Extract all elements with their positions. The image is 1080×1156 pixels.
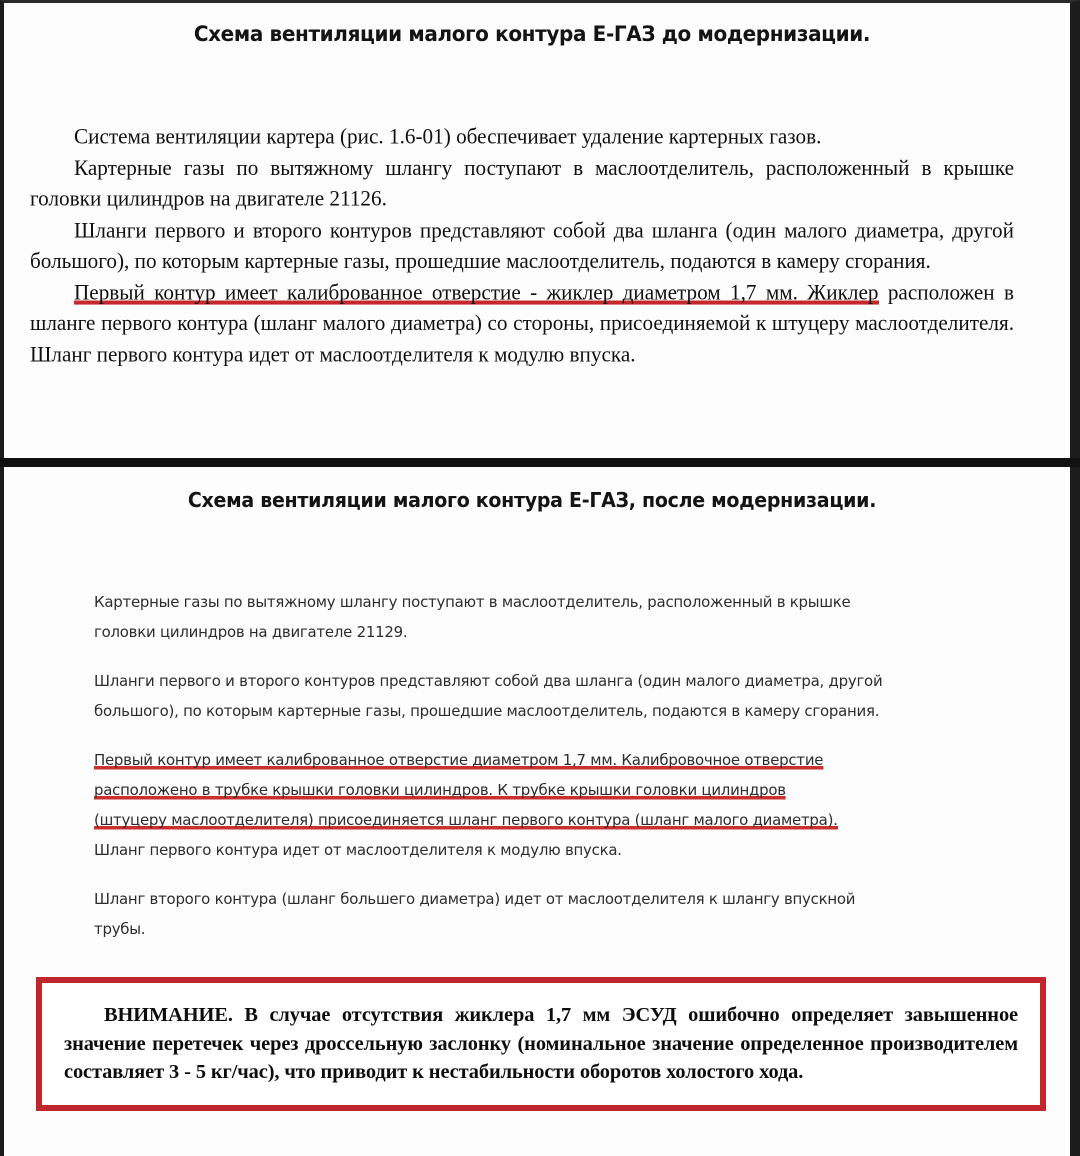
section-after-title: Схема вентиляции малого контура Е-ГАЗ, после модернизации. [187, 488, 877, 512]
section-before-body [30, 121, 1014, 370]
plain-line-4: Шланг первого контура идет от маслоотделителя к модулю впуска. [94, 841, 622, 859]
paragraph-first-circuit-calibrated-hole [94, 745, 895, 865]
warning-text: В случае отсутствия жиклера 1,7 мм ЭСУД ошибочно определяет завышенное значение перетечек через дроссельную заслонку (номинальное значение определенное производителем составляет 3 - 5 кг/час), что приводит к нестабильности оборотов холостого хода. [64, 1004, 1018, 1083]
section-divider [0, 458, 1080, 467]
paragraph-first-circuit-jet-rest: расположен в шланге первого контура (шланг малого диаметра) со стороны, присоединяемой к штуцеру маслоотделителя. Шланг первого контура идет от маслоотделителя к модулю впуска. [30, 279, 1014, 367]
section-before-title: Схема вентиляции малого контура Е-ГАЗ до модернизации. [193, 22, 871, 47]
paragraph-crankcase-gases-21129: Картерные газы по вытяжному шлангу поступают в маслоотделитель, расположенный в крышке головки цилиндров на двигателе 21129. [94, 593, 851, 641]
warning-box [36, 977, 1046, 1111]
paragraph-hoses-two-circuits-after: Шланги первого и второго контуров представляют собой два шланга (один малого диаметра, другой большого), по которым картерные газы, прошедшие маслоотделитель, подаются в камеру сгорания. [94, 672, 883, 720]
section-after-body [94, 587, 895, 944]
paragraph-second-circuit-hose: Шланг второго контура (шланг большего диаметра) идет от маслоотделителя к шлангу впускной трубы. [94, 890, 856, 938]
red-underlined-line-3: (штуцеру маслоотделителя) присоединяется шланг первого контура (шланг малого диаметра). [94, 811, 838, 832]
warning-label: ВНИМАНИЕ. [104, 1004, 233, 1026]
red-underlined-text-jet-1-7mm: Первый контур имеет калиброванное отверстие - жиклер диаметром 1,7 мм. Жиклер [74, 280, 879, 307]
paragraph-first-circuit-jet [30, 277, 1014, 370]
red-underlined-line-1: Первый контур имеет калиброванное отверстие диаметром 1,7 мм. Калибровочное отверстие [94, 751, 823, 772]
paragraph-hoses-two-circuits: Шланги первого и второго контуров представляют собой два шланга (один малого диаметра, другой большого), по которым картерные газы, прошедшие маслоотделитель, подаются в камеру сгорания. [30, 217, 1014, 273]
warning-box-content [42, 983, 1040, 1087]
section-before-modernisation [0, 0, 1080, 458]
section-after-modernisation [0, 467, 1080, 1156]
red-underlined-line-2: расположено в трубке крышки головки цилиндров. К трубке крышки головки цилиндров [94, 781, 786, 802]
paragraph-crankcase-gases-21126: Картерные газы по вытяжному шлангу поступают в маслоотделитель, расположенный в крышке головки цилиндров на двигателе 21126. [30, 155, 1014, 211]
paragraph-crankcase-ventilation: Система вентиляции картера (рис. 1.6-01) обеспечивает удаление картерных газов. [74, 124, 822, 149]
